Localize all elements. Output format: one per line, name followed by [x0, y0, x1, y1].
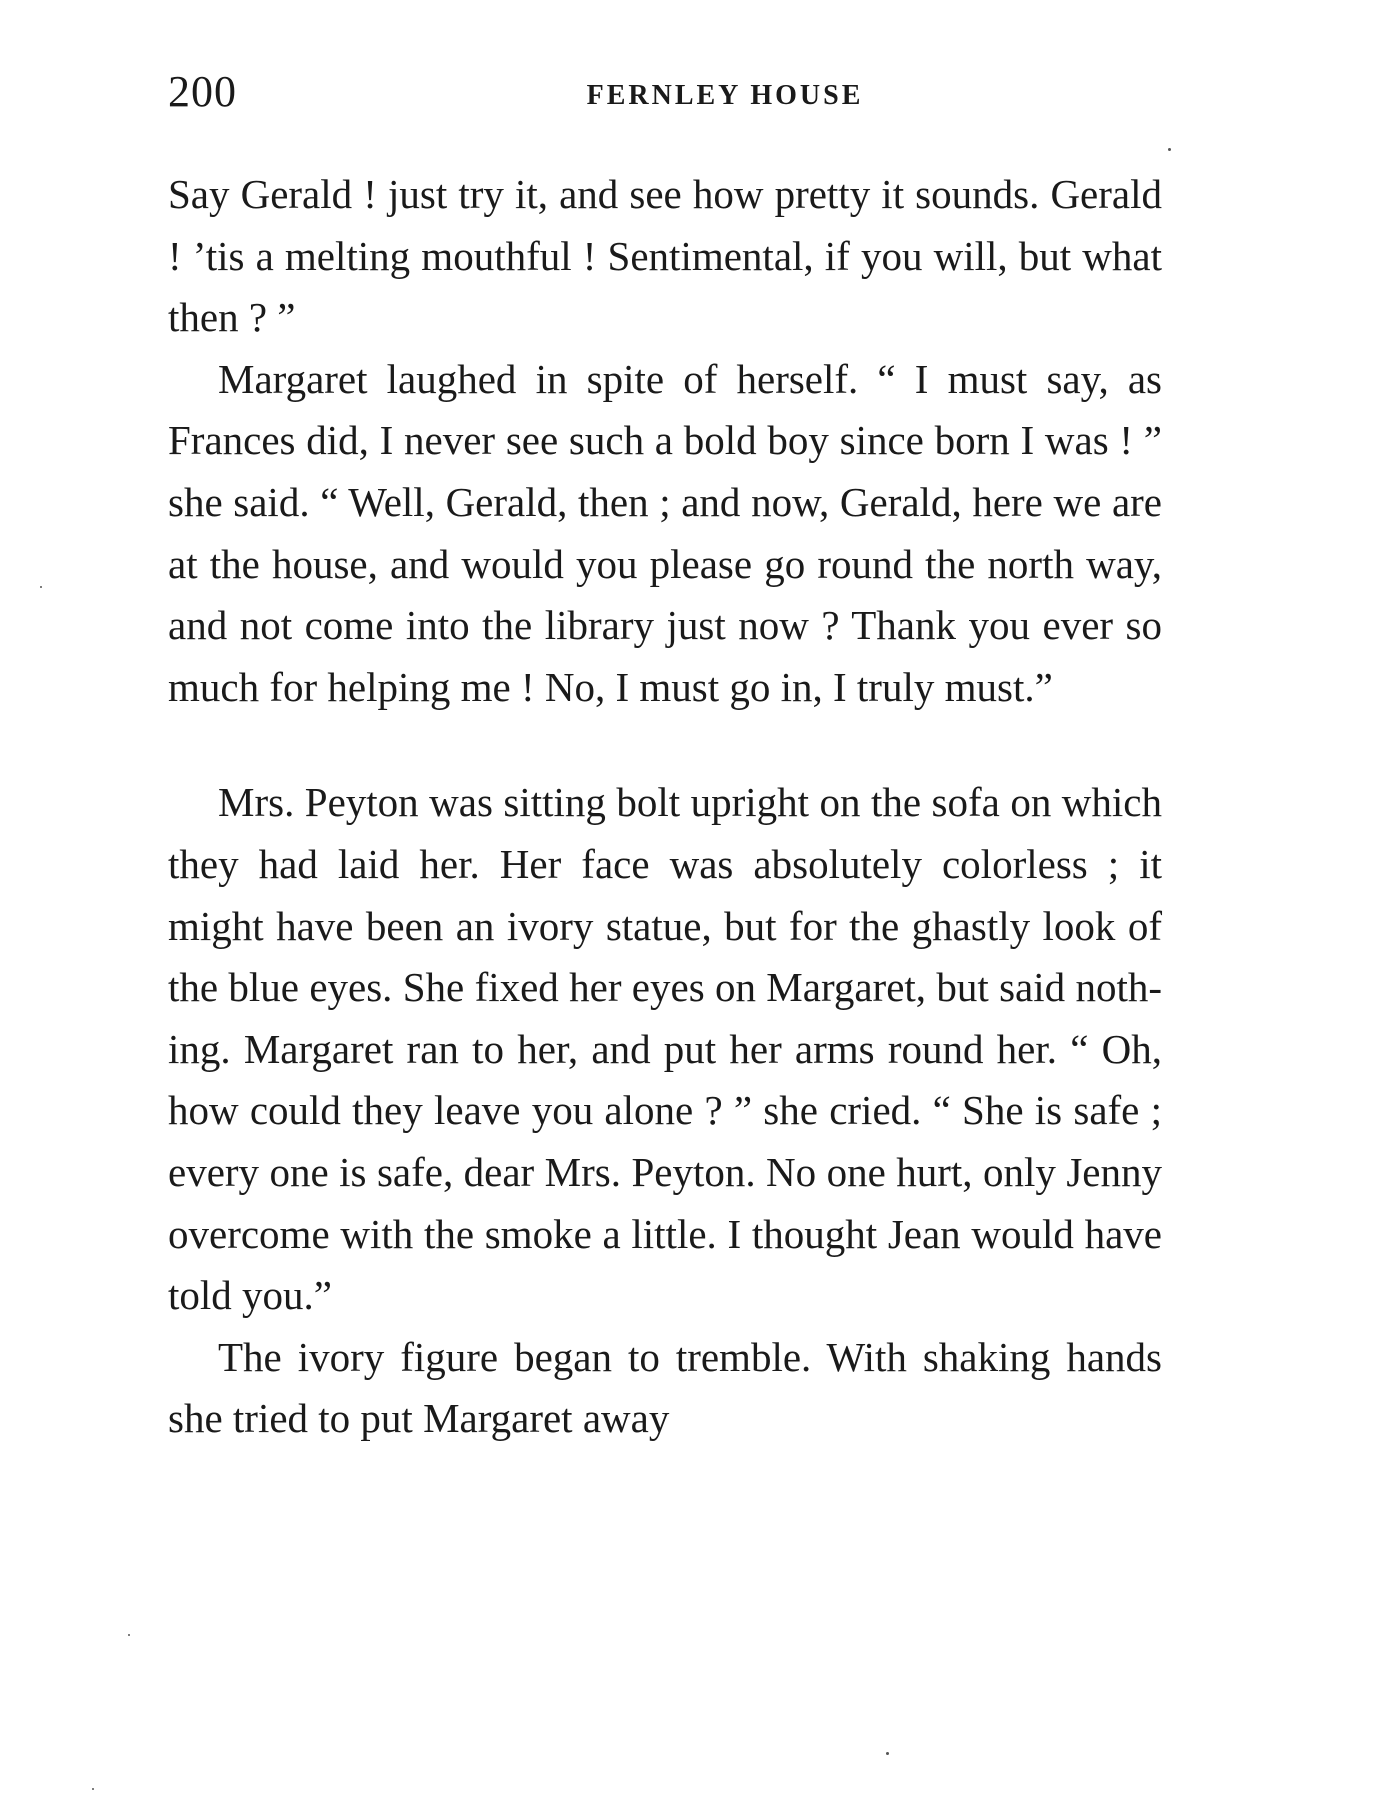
paper-speck	[886, 1752, 889, 1755]
paragraph-2: Margaret laughed in spite of herself. “ I must say, as Frances did, I never see such a bold boy since born I was ! ” she said. “ Well, Gerald, then ; and now, Gerald, here we are at the house, and would you please go round the north way, and not come into the library just now ? Thank you ever so much for helping me ! No, I must go in, I truly must.”	[168, 355, 1162, 710]
paper-speck	[128, 1634, 130, 1636]
paragraph-4: The ivory figure began to tremble. With shaking hands she tried to put Margaret away	[168, 1333, 1162, 1442]
page-header	[168, 62, 1162, 122]
paper-speck	[40, 586, 42, 588]
paper-speck	[1168, 148, 1171, 151]
paper-speck	[92, 1788, 94, 1790]
paragraph-3: Mrs. Peyton was sitting bolt upright on the sofa on which they had laid her. Her face was absolutely colorless ; it might have been an ivory statue, but for the ghastly look of the blue eyes. She fixed her eyes on Margaret, but said nothing. Margaret ran to her, and put her arms round her. “ Oh, how could they leave you alone ? ” she cried. “ She is safe ; every one is safe, dear Mrs. Peyton. No one hurt, only Jenny overcome with the smoke a little. I thought Jean would have told you.”	[168, 779, 1162, 1319]
paragraph-1: Say Gerald ! just try it, and see how pretty it sounds. Gerald ! ’tis a melting mouthful ! Sentimental, if you will, but what then ? ”	[168, 171, 1162, 341]
page-number: 200	[168, 67, 237, 116]
body-text	[168, 164, 1162, 1450]
running-head: FERNLEY HOUSE	[586, 80, 864, 111]
